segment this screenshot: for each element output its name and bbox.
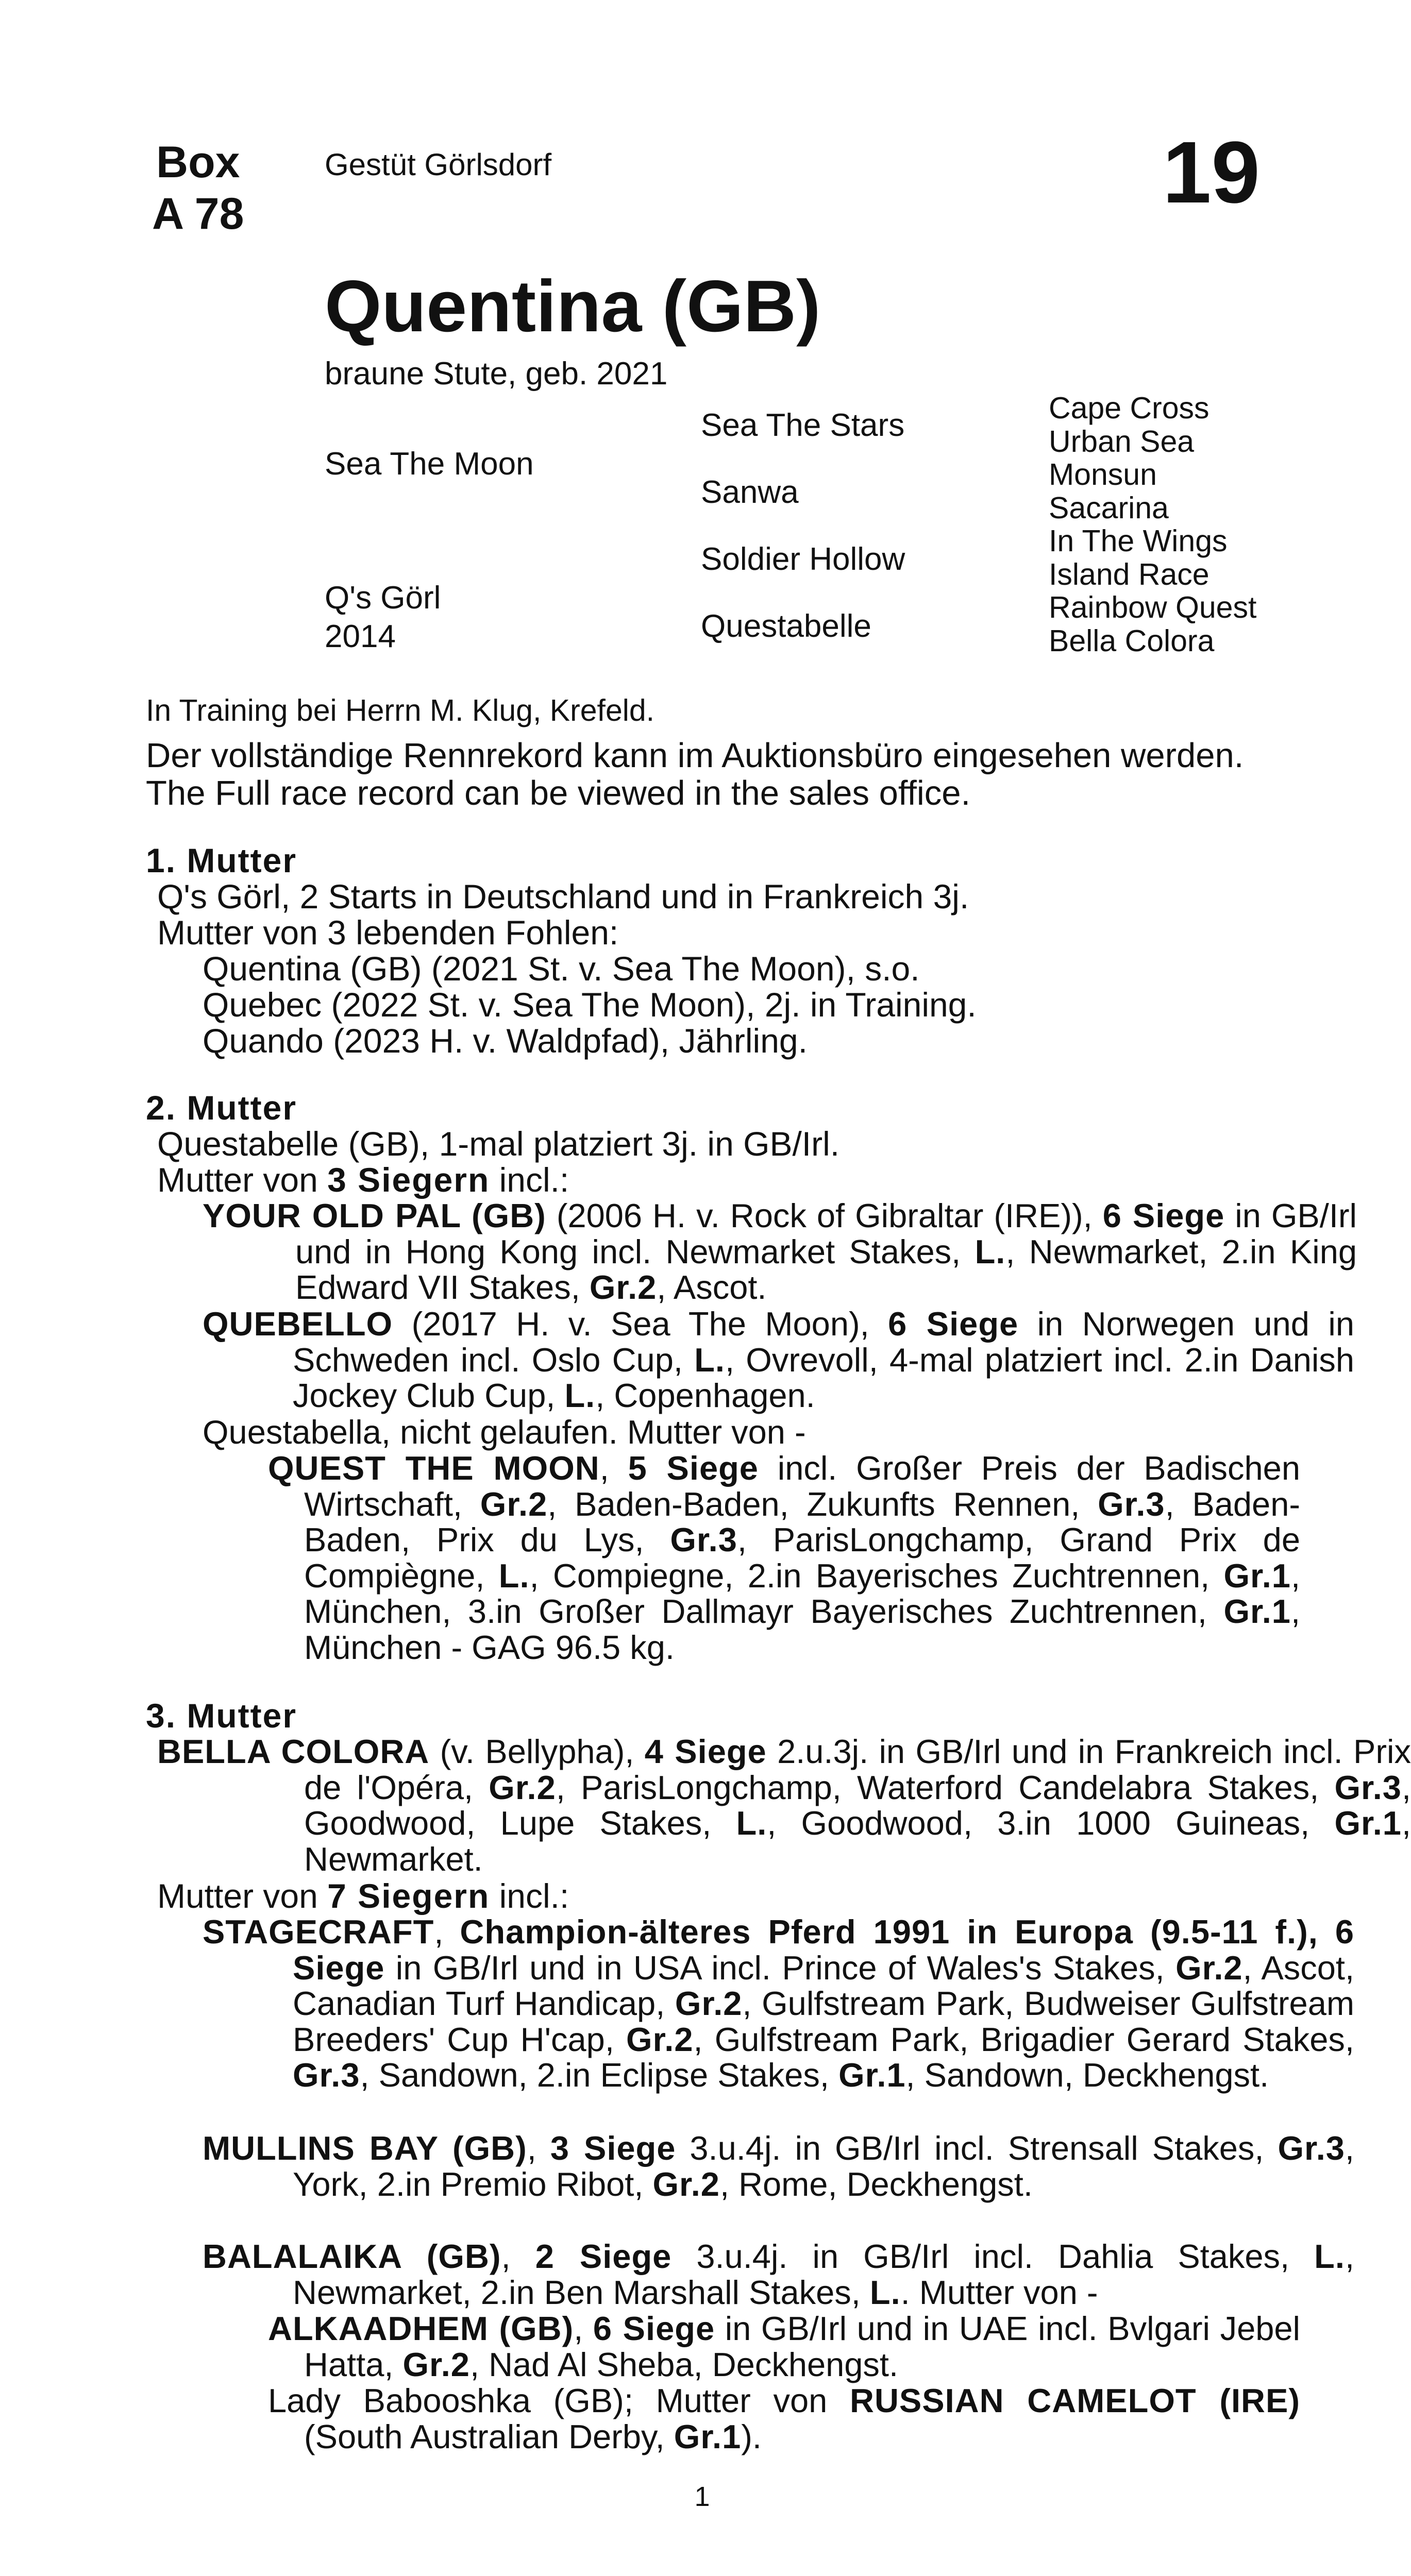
- horse-ref: YOUR OLD PAL (GB): [203, 1197, 546, 1234]
- pedigree-great-grandparent: Island Race: [1049, 557, 1210, 591]
- dam1-record: Q's Görl, 2 Starts in Deutschland und in Frankreich 3j.: [157, 877, 969, 916]
- dam3-section: [146, 1698, 297, 1734]
- race-record-note: [146, 737, 1244, 812]
- dam2-winners-heading: Mutter von 3 Siegern incl.:: [157, 1161, 569, 1199]
- dam2-title: 2. Mutter: [146, 1089, 297, 1127]
- pedigree-great-grandparent: Rainbow Quest: [1049, 590, 1257, 624]
- horse-ref: QUEST THE MOON: [268, 1449, 600, 1487]
- pedigree-great-grandparent: In The Wings: [1049, 524, 1228, 558]
- horse-ref: RUSSIAN CAMELOT (IRE): [850, 2382, 1300, 2419]
- dam3-entry-alkaadhem: ALKAADHEM (GB), 6 Siege in GB/Irl und in UAE incl. Bvlgari Jebel Hatta, Gr.2, Nad Al Sheba, Deckhengst.: [268, 2310, 1300, 2383]
- dam2-entry-quest-the-moon: QUEST THE MOON, 5 Siege incl. Großer Preis der Badischen Wirtschaft, Gr.2, Baden-Baden, Zukunfts Rennen, Gr.3, Baden-Baden, Prix du Lys, Gr.3, ParisLongchamp, Grand Prix de Compiègne, L., Compiegne, 2.in Bayerisches Zuchtrennen, Gr.1, München, 3.in Großer Dallmayr Bayerisches Zuchtrennen, Gr.1, München - GAG 96.5 kg.: [268, 1449, 1301, 1666]
- pedigree-great-grandparent: Cape Cross: [1049, 391, 1210, 425]
- lot-number: 19: [1162, 124, 1260, 222]
- horse-ref: BELLA COLORA: [157, 1733, 430, 1770]
- dam1-foals-heading: Mutter von 3 lebenden Fohlen:: [157, 913, 619, 952]
- dam3-winners-count: 7 Siegern: [327, 1877, 490, 1915]
- pedigree-great-grandparent: Bella Colora: [1049, 623, 1215, 658]
- box-label-text: Box: [156, 138, 240, 187]
- training-note: In Training bei Herrn M. Klug, Krefeld.: [146, 693, 655, 727]
- race-record-note-en: The Full race record can be viewed in the sales office.: [146, 774, 971, 812]
- box-label: [152, 137, 244, 240]
- pedigree-great-grandparents: [1049, 392, 1256, 657]
- pedigree-grandparent: Questabelle: [701, 608, 871, 644]
- race-record-note-de: Der vollständige Rennrekord kann im Auktionsbüro eingesehen werden.: [146, 736, 1244, 775]
- dam2-entry-questabella: Questabella, nicht gelaufen. Mutter von -: [203, 1413, 806, 1451]
- horse-ref: MULLINS BAY (GB): [203, 2129, 527, 2167]
- dam1-section: [146, 842, 977, 1059]
- pedigree-great-grandparent: Sacarina: [1049, 490, 1169, 525]
- dam2-section: [146, 1090, 839, 1198]
- horse-ref: QUEBELLO: [203, 1305, 393, 1343]
- dam3-entry-lady-babooshka: Lady Babooshka (GB); Mutter von RUSSIAN CAMELOT (IRE) (South Australian Derby, Gr.1).: [268, 2382, 1300, 2455]
- box-number: A 78: [152, 189, 244, 239]
- dam2-winners-count: 3 Siegern: [327, 1161, 490, 1199]
- pedigree-sire: Sea The Moon: [325, 446, 534, 482]
- horse-ref: BALALAIKA (GB): [203, 2238, 501, 2275]
- pedigree-great-grandparent: Monsun: [1049, 457, 1157, 492]
- pedigree-grandparent: Sanwa: [701, 474, 799, 510]
- dam3-winners-heading: Mutter von 7 Siegern incl.:: [157, 1877, 569, 1915]
- pedigree-grandparent: Soldier Hollow: [701, 541, 905, 577]
- pedigree-grandparent: Sea The Stars: [701, 408, 905, 443]
- dam1-title: 1. Mutter: [146, 841, 297, 879]
- dam1-foal: Quentina (GB) (2021 St. v. Sea The Moon), s.o.: [203, 950, 920, 988]
- dam3-title: 3. Mutter: [146, 1697, 297, 1735]
- dam2-record: Questabelle (GB), 1-mal platziert 3j. in GB/Irl.: [157, 1125, 840, 1163]
- horse-description: braune Stute, geb. 2021: [325, 356, 668, 392]
- dam3-entry-balalaika: BALALAIKA (GB), 2 Siege 3.u.4j. in GB/Irl incl. Dahlia Stakes, L., Newmarket, 2.in Ben Marshall Stakes, L.. Mutter von -: [203, 2238, 1354, 2311]
- horse-ref: ALKAADHEM (GB): [268, 2310, 574, 2347]
- horse-name: Quentina (GB): [325, 265, 821, 347]
- pedigree-dam-year: 2014: [325, 619, 396, 654]
- dam3-entry-mullins-bay: MULLINS BAY (GB), 3 Siege 3.u.4j. in GB/Irl incl. Strensall Stakes, Gr.3, York, 2.in Premio Ribot, Gr.2, Rome, Deckhengst.: [203, 2129, 1354, 2203]
- consignor: Gestüt Görlsdorf: [325, 147, 552, 182]
- dam3-entry-bella-colora: BELLA COLORA (v. Bellypha), 4 Siege 2.u.3j. in GB/Irl und in Frankreich incl. Prix de l'Opéra, Gr.2, ParisLongchamp, Waterford Candelabra Stakes, Gr.3, Goodwood, Lupe Stakes, L., Goodwood, 3.in 1000 Guineas, Gr.1, Newmarket.: [157, 1733, 1411, 1878]
- dam1-foal: Quebec (2022 St. v. Sea The Moon), 2j. in Training.: [203, 986, 977, 1024]
- pedigree-great-grandparent: Urban Sea: [1049, 424, 1195, 459]
- page-number: 1: [694, 2481, 710, 2512]
- dam1-foal: Quando (2023 H. v. Waldpfad), Jährling.: [203, 1022, 808, 1060]
- horse-ref: STAGECRAFT: [203, 1913, 434, 1951]
- dam2-entry-quebello: QUEBELLO (2017 H. v. Sea The Moon), 6 Siege in Norwegen und in Schweden incl. Oslo Cup, L., Ovrevoll, 4-mal platziert incl. 2.in Danish Jockey Club Cup, L., Copenhagen.: [203, 1305, 1354, 1414]
- dam3-entry-stagecraft: STAGECRAFT, Champion-älteres Pferd 1991 in Europa (9.5-11 f.), 6 Siege in GB/Irl und in USA incl. Prince of Wales's Stakes, Gr.2, Ascot, Canadian Turf Handicap, Gr.2, Gulfstream Park, Budweiser Gulfstream Breeders' Cup H'cap, Gr.2, Gulfstream Park, Brigadier Gerard Stakes, Gr.3, Sandown, 2.in Eclipse Stakes, Gr.1, Sandown, Deckhengst.: [203, 1913, 1354, 2094]
- dam2-entry-your-old-pal: YOUR OLD PAL (GB) (2006 H. v. Rock of Gibraltar (IRE)), 6 Siege in GB/Irl und in Hong Kong incl. Newmarket Stakes, L., Newmarket, 2.in King Edward VII Stakes, Gr.2, Ascot.: [203, 1197, 1357, 1306]
- pedigree-dam: Q's Görl: [325, 580, 441, 616]
